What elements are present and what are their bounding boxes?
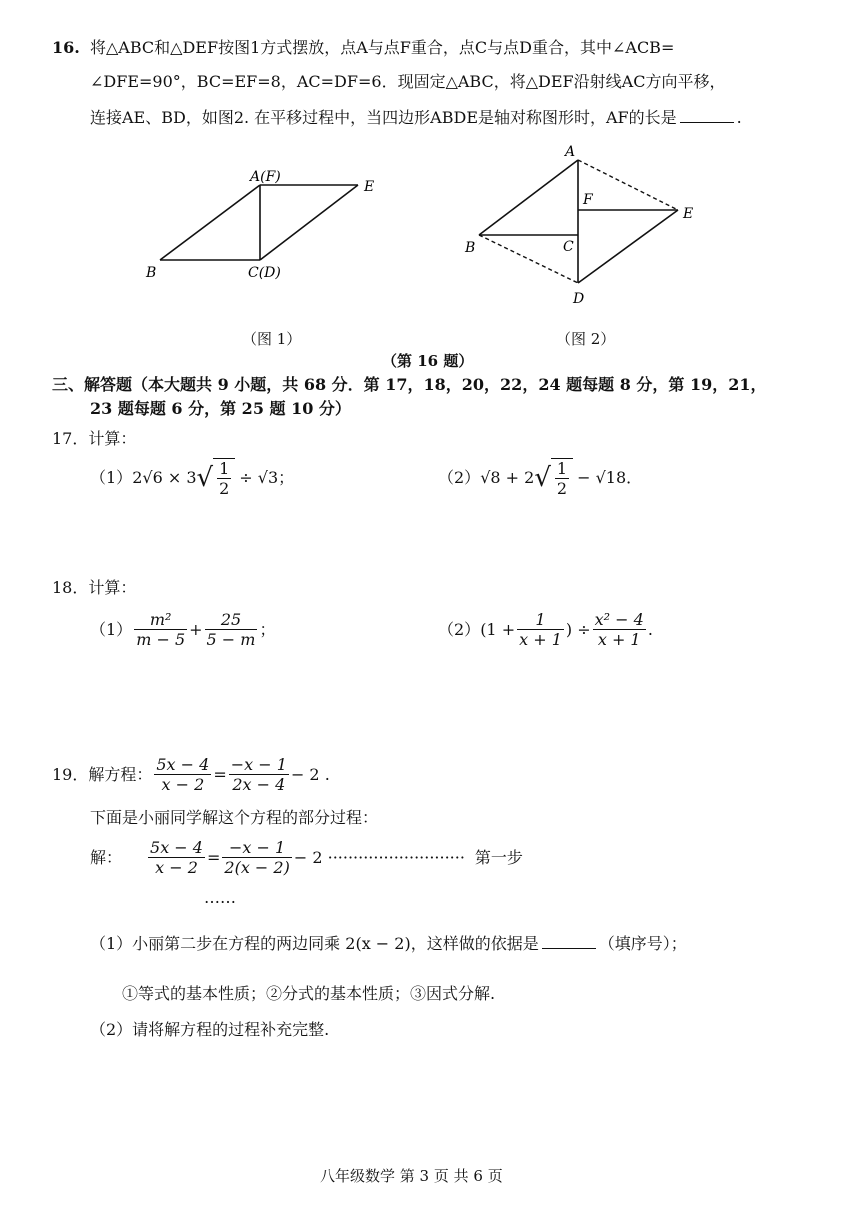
- q18-p2-f2-num: x² − 4: [594, 610, 644, 629]
- q19-lhs: [154, 755, 211, 794]
- figure-1: [140, 165, 380, 285]
- q17-p1-b: ÷ √3；: [239, 468, 295, 487]
- q17-part1: [90, 458, 294, 498]
- q17-p1-radicand: [213, 458, 235, 498]
- q18-p2-end: .: [647, 619, 653, 639]
- q18-title: 18．计算：: [52, 578, 137, 597]
- fig2-line-ab: [479, 160, 578, 235]
- q16-line1: 将△ABC和△DEF按图1方式摆放，点A与点F重合，点C与点D重合，其中∠ACB=: [90, 38, 675, 57]
- q18-p1-fraction1: [134, 610, 187, 649]
- q19-part1: [90, 932, 687, 954]
- q17-p1-label: （1）: [90, 468, 133, 487]
- fig1-label-a: A(F): [250, 169, 281, 185]
- q19-sol-eq: =: [206, 847, 221, 867]
- q17-p1-num: 1: [219, 459, 230, 478]
- q19-options: ①等式的基本性质；②分式的基本性质；③因式分解.: [122, 984, 496, 1003]
- q17-p1-a: 2√6 × 3: [132, 468, 197, 487]
- q18-p1-f1-num: m²: [134, 610, 187, 630]
- q18-part1: [90, 610, 275, 649]
- q19-solution-step1: [90, 838, 523, 877]
- q18-p2-a: (1 +: [480, 619, 516, 639]
- q19-lhs-den: x − 2: [161, 775, 205, 794]
- q17-p2-radical: [534, 458, 573, 498]
- q19-part1-text: （1）小丽第二步在方程的两边同乘 2(x − 2)，这样做的依据是: [90, 934, 539, 953]
- q18-p1-f1-den: m − 5: [136, 630, 186, 649]
- q18-p2-f1-num: 1: [517, 610, 564, 630]
- q19-equation: [52, 755, 330, 794]
- sqrt-icon: √: [534, 463, 551, 493]
- q16-number: 16.: [52, 38, 80, 57]
- section3-heading: 三、解答题（本大题共 9 小题，共 68 分．第 17，18，20，22，24 题每题 8 分，第 19，21，: [52, 375, 767, 394]
- q19-eq: =: [213, 764, 227, 784]
- q19-sol-lhs-num: 5x − 4: [150, 838, 203, 857]
- fig2-caption: （图 2）: [556, 330, 616, 348]
- fig2-label-b: B: [465, 240, 476, 256]
- q19-rhs-tail: − 2 .: [290, 764, 330, 784]
- q19-part1-end: （填序号）；: [598, 934, 687, 953]
- q19-sol-rhs: [222, 838, 291, 877]
- q17-p2-label: （2）: [438, 468, 481, 487]
- q17-part2: [438, 458, 642, 498]
- q19-intro: 下面是小丽同学解这个方程的部分过程：: [90, 808, 379, 827]
- page-footer: 八年级数学 第 3 页 共 6 页: [320, 1167, 503, 1185]
- fig2-label-a: A: [565, 144, 576, 160]
- sqrt-icon: √: [196, 463, 214, 493]
- fig2-label-d: D: [573, 291, 585, 307]
- q18-p2-fraction2: [593, 610, 646, 649]
- q18-p1-f2-den: 5 − m: [206, 630, 256, 649]
- q19-sol-lhs: [148, 838, 205, 877]
- q19-sol-lhs-den: x − 2: [155, 858, 198, 877]
- q17-p2-b: − √18．: [577, 468, 643, 487]
- fig2-line-ed: [578, 210, 678, 283]
- q18-p2-f1-den: x + 1: [519, 630, 562, 649]
- q16-figure-caption: （第 16 题）: [382, 352, 474, 370]
- q18-p2-f2-den: x + 1: [597, 630, 641, 649]
- q18-p2-label: （2）: [438, 619, 481, 639]
- q18-p1-op: +: [189, 619, 203, 639]
- q17-p2-fraction: [555, 459, 569, 498]
- q19-sol-rhs-den: 2(x − 2): [224, 858, 290, 877]
- fig2-label-f: F: [583, 192, 593, 208]
- q18-p1-label: （1）: [90, 619, 133, 639]
- q17-p2-den: 2: [556, 479, 568, 498]
- q19-ellipsis: ……: [204, 888, 236, 907]
- fig1-caption: （图 1）: [242, 330, 302, 348]
- q19-sol-rhs-num: −x − 1: [222, 838, 291, 858]
- fig2-label-c: C: [563, 239, 574, 255]
- q19-sol-label: 解：: [90, 847, 123, 867]
- q18-p2-fraction1: [517, 610, 564, 649]
- answer-blank[interactable]: [542, 932, 596, 949]
- q19-rhs-num: −x − 1: [230, 755, 287, 774]
- q19-lhs-num: 5x − 4: [156, 755, 210, 774]
- fig1-label-e: E: [364, 179, 375, 195]
- q18-p1-end: ；: [259, 619, 276, 639]
- answer-blank[interactable]: [680, 106, 734, 123]
- q17-p2-num: 1: [556, 459, 568, 478]
- q17-title: 17．计算：: [52, 429, 137, 448]
- q17-p1-radical: [197, 458, 236, 498]
- fig2-dashed-ae: [578, 160, 678, 210]
- fig1-line-ed: [260, 185, 358, 260]
- q19-sol-tail: − 2 ···························: [293, 847, 465, 867]
- q17-p1-den: 2: [219, 479, 230, 498]
- fig1-label-b: B: [146, 265, 157, 281]
- q19-step-label: 第一步: [474, 847, 523, 867]
- q17-p2-radicand: [551, 458, 573, 498]
- q17-p1-fraction: [217, 459, 231, 498]
- fig2-label-e: E: [683, 206, 694, 222]
- q16-line3-end: .: [736, 108, 742, 127]
- q18-p1-fraction2: [205, 610, 258, 649]
- fig1-label-c: C(D): [248, 265, 281, 281]
- q16-line3-text: 连接AE、BD，如图2. 在平移过程中，当四边形ABDE是轴对称图形时，AF的长是: [90, 108, 677, 127]
- section3-heading-cont: 23 题每题 6 分，第 25 题 10 分）: [90, 399, 351, 418]
- q19-rhs-den: 2x − 4: [232, 775, 286, 794]
- q19-rhs: [229, 755, 289, 794]
- q16-line3: [90, 106, 742, 128]
- q18-p2-b: ) ÷: [565, 619, 591, 639]
- q19-title: 19．解方程：: [52, 764, 153, 784]
- q16-line2: ∠DFE=90°，BC=EF=8，AC=DF=6．现固定△ABC，将△DEF沿射线AC方向平移，: [90, 72, 726, 91]
- fig1-line-ab: [160, 185, 260, 260]
- figure-2: [455, 140, 715, 320]
- q19-part2: （2）请将解方程的过程补充完整.: [90, 1020, 330, 1039]
- q17-p2-a: √8 + 2: [480, 468, 535, 487]
- q18-p1-f2-num: 25: [205, 610, 258, 630]
- q18-part2: [438, 610, 653, 649]
